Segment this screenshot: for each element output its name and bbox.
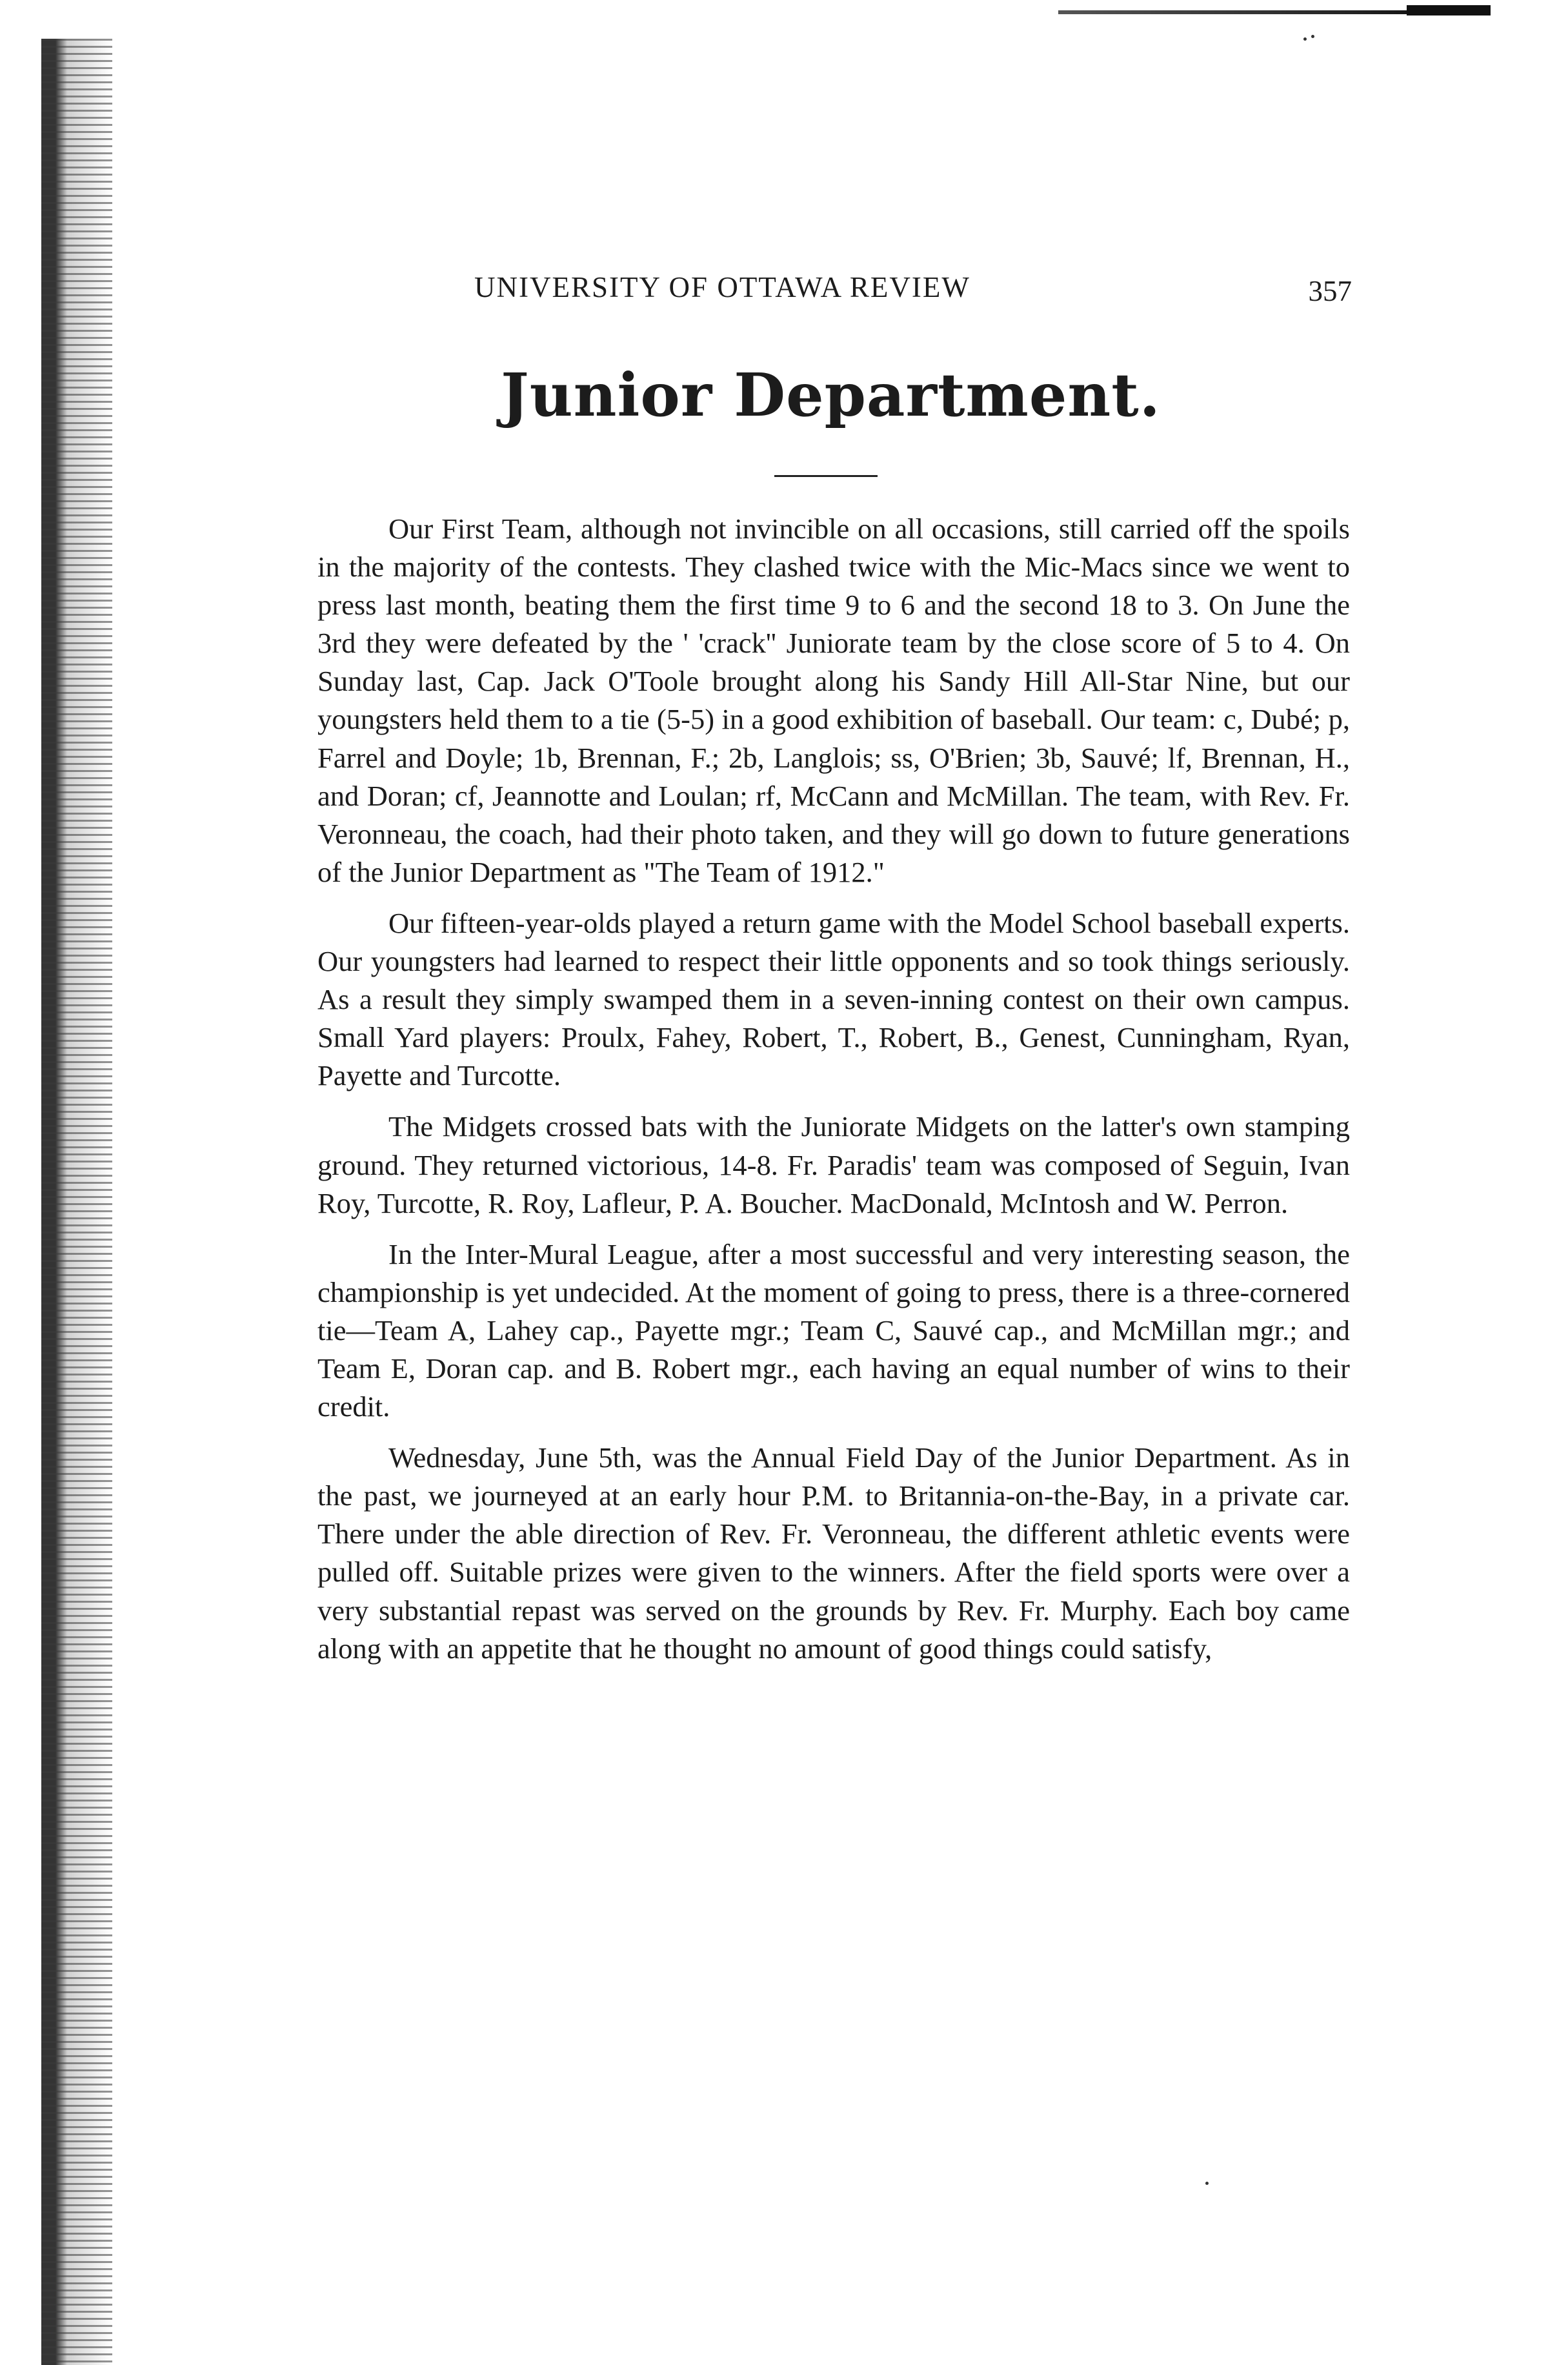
paragraph-field-day: Wednesday, June 5th, was the Annual Field Day of the Junior Department. As in the past, we journeyed at an early hour P.M. to Britannia-on-the-Bay, in a private car. There under the able direction of Rev. Fr. Veronneau, the different athletic events were pulled off. Suitable prizes were given to the winners. After the field sports were over a very substantial repast was served on the grounds by Rev. Fr. Murphy. Each boy came along with an appetite that he thought no amount of good things could satisfy,: [317, 1441, 1350, 1665]
paragraph-midgets: The Midgets crossed bats with the Juniorate Midgets on the latter's own stamping ground. They returned victorious, 14-8. Fr. Paradis' team was composed of Seguin, Ivan Roy, Turcotte, R. Roy, Lafleur, P. A. Boucher. MacDonald, McIntosh and W. Perron.: [317, 1110, 1350, 1219]
scan-speck: [1205, 2182, 1209, 2185]
top-scan-rule-end: [1407, 5, 1491, 15]
scanned-binding-edge: [41, 39, 112, 2365]
paragraph-fifteen-year-olds: Our fifteen-year-olds played a return game with the Model School baseball experts. Our youngsters had learned to respect their little opponents and so took things seriously. As a result they simply swamped them in a seven-inning contest on their own campus. Small Yard players: Proulx, Fahey, Robert, T., Robert, B., Genest, Cunningham, Ryan, Payette and Turcotte.: [317, 906, 1350, 1092]
paragraph-first-team: Our First Team, although not invincible on all occasions, still carried off the spoils in the majority of the contests. They clashed twice with the Mic-Macs since we went to press last month, beating them the first time 9 to 6 and the second 18 to 3. On June the 3rd they were defeated by the ' 'crack'' Juniorate team by the close score of 5 to 4. On Sunday last, Cap. Jack O'Toole brought along his Sandy Hill All-Star Nine, but our youngsters held them to a tie (5-5) in a good exhibition of baseball. Our team: c, Dubé; p, Farrel and Doyle; 1b, Brennan, F.; 2b, Langlois; ss, O'Brien; 3b, Sauvé; lf, Brennan, H., and Doran; cf, Jeannotte and Loulan; rf, McCann and McMillan. The team, with Rev. Fr. Veronneau, the coach, had their photo taken, and they will go down to future generations of the Junior Department as "The Team of 1912.": [317, 513, 1350, 888]
running-head: [310, 255, 1352, 307]
article-body: [317, 510, 1350, 1681]
running-title: UNIVERSITY OF OTTAWA REVIEW: [474, 271, 970, 303]
page-number: 357: [1308, 275, 1352, 307]
section-title: Junior Department.: [501, 360, 1161, 430]
scan-speck: [1303, 37, 1307, 41]
scan-speck: [1311, 35, 1314, 38]
paragraph-inter-mural-league: In the Inter-Mural League, after a most successful and very interesting season, the championship is yet undecided. At the moment of going to press, there is a three-cornered tie—Team A, Lahey cap., Payette mgr.; Team C, Sauvé cap., and McMillan mgr.; and Team E, Doran cap. and B. Robert mgr., each having an equal number of wins to their credit.: [317, 1237, 1350, 1423]
title-divider: [774, 475, 878, 477]
